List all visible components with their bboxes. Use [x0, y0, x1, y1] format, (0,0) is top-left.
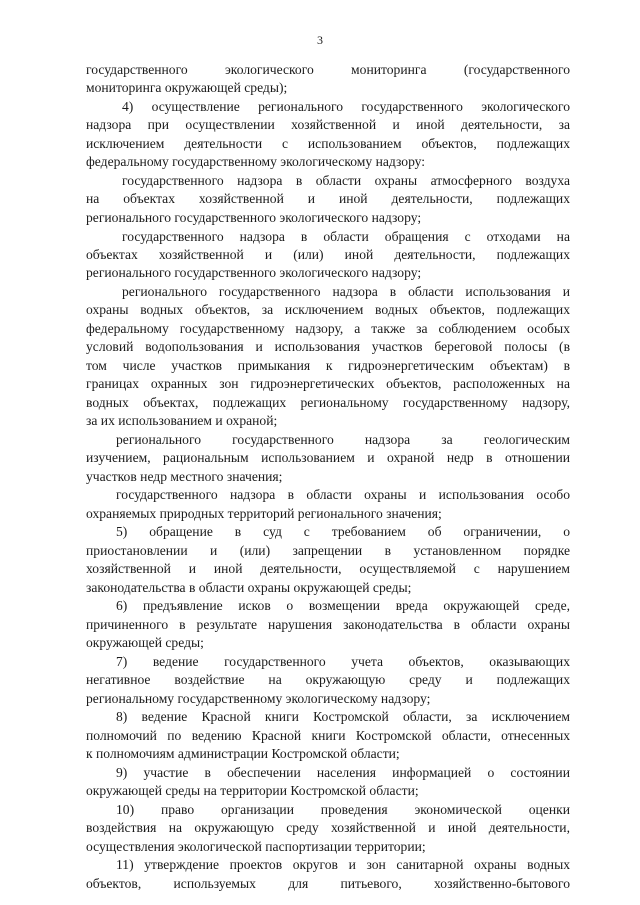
text-line: мониторинга окружающей среды); [86, 80, 288, 95]
text-line: приостановлении и (или) запрещении в установленном порядке [86, 543, 570, 558]
text-line: 9) участие в обеспечении населения информацией о состоянии [116, 765, 570, 780]
text-line: к полномочиям администрации Костромской области; [86, 746, 400, 761]
text-line: регионального государственного экологического надзору; [86, 210, 422, 225]
text-line: 6) предъявление исков о возмещении вреда окружающей среде, [116, 598, 570, 613]
text-line: регионального государственного надзора за геологическим [116, 432, 570, 447]
text-line: изучением, рациональным использованием и охраной недр в отношении [86, 450, 570, 465]
text-line: условий водопользования и использования участков береговой полосы (в [86, 339, 570, 354]
text-line: законодательства в области охраны окружающей среды; [86, 580, 412, 595]
text-line: надзора при осуществлении хозяйственной и иной деятельности, за [86, 117, 570, 132]
text-line: охраняемых природных территорий регионального значения; [86, 506, 442, 521]
text-line: регионального государственного надзора в области использования и [122, 284, 570, 299]
text-line: хозяйственной и иной деятельности, осуществляемой с нарушением [86, 561, 570, 576]
text-line: 5) обращение в суд с требованием об ограничении, о [116, 524, 570, 539]
text-line: 8) ведение Красной книги Костромской области, за исключением [116, 709, 570, 724]
text-line: 10) право организации проведения экономической оценки [116, 802, 570, 817]
text-line: том числе участков примыкания к гидроэнергетическим объектам) в [86, 358, 570, 373]
text-line: причиненного в результате нарушения законодательства в области охраны [86, 617, 570, 632]
text-line: на объектах хозяйственной и иной деятельности, подлежащих [86, 191, 570, 206]
text-line: федеральному государственному надзору, а также за соблюдением особых [86, 321, 570, 336]
text-line: исключением деятельности с использованием объектов, подлежащих [86, 136, 570, 151]
text-line: объектах хозяйственной и (или) иной деятельности, подлежащих [86, 247, 570, 262]
text-line: 11) утверждение проектов округов и зон санитарной охраны водных [116, 857, 570, 872]
text-line: за их использованием и охраной; [86, 413, 278, 428]
text-line: государственного экологического мониторинга (государственного [86, 62, 570, 77]
text-line: окружающей среды; [86, 635, 204, 650]
text-line: 7) ведение государственного учета объектов, оказывающих [116, 654, 570, 669]
text-line: региональному государственному экологическому надзору; [86, 691, 431, 706]
text-line: регионального государственного экологического надзору; [86, 265, 422, 280]
page-number: 3 [317, 33, 323, 47]
text-line: полномочий по ведению Красной книги Костромской области, отнесенных [86, 728, 570, 743]
text-line: государственного надзора в области охраны атмосферного воздуха [122, 173, 570, 188]
text-line: участков недр местного значения; [86, 469, 283, 484]
text-line: государственного надзора в области обращения с отходами на [122, 229, 570, 244]
text-line: границах охранных зон гидроэнергетических объектов, расположенных на [86, 376, 570, 391]
text-line: водных объектах, подлежащих региональному государственному надзору, [86, 395, 570, 410]
text-line: государственного надзора в области охраны и использования особо [116, 487, 570, 502]
text-line: охраны водных объектов, за исключением водных объектов, подлежащих [86, 302, 570, 317]
text-line: негативное воздействие на окружающую среду и подлежащих [86, 672, 570, 687]
text-line: объектов, используемых для питьевого, хозяйственно-бытового [86, 876, 570, 891]
text-line: воздействия на окружающую среду хозяйственной и иной деятельности, [86, 820, 570, 835]
text-line: 4) осуществление регионального государственного экологического [122, 99, 570, 114]
text-line: осуществления экологической паспортизации территории; [86, 839, 426, 854]
text-line: окружающей среды на территории Костромской области; [86, 783, 419, 798]
text-line: федеральному государственному экологическому надзору: [86, 154, 426, 169]
